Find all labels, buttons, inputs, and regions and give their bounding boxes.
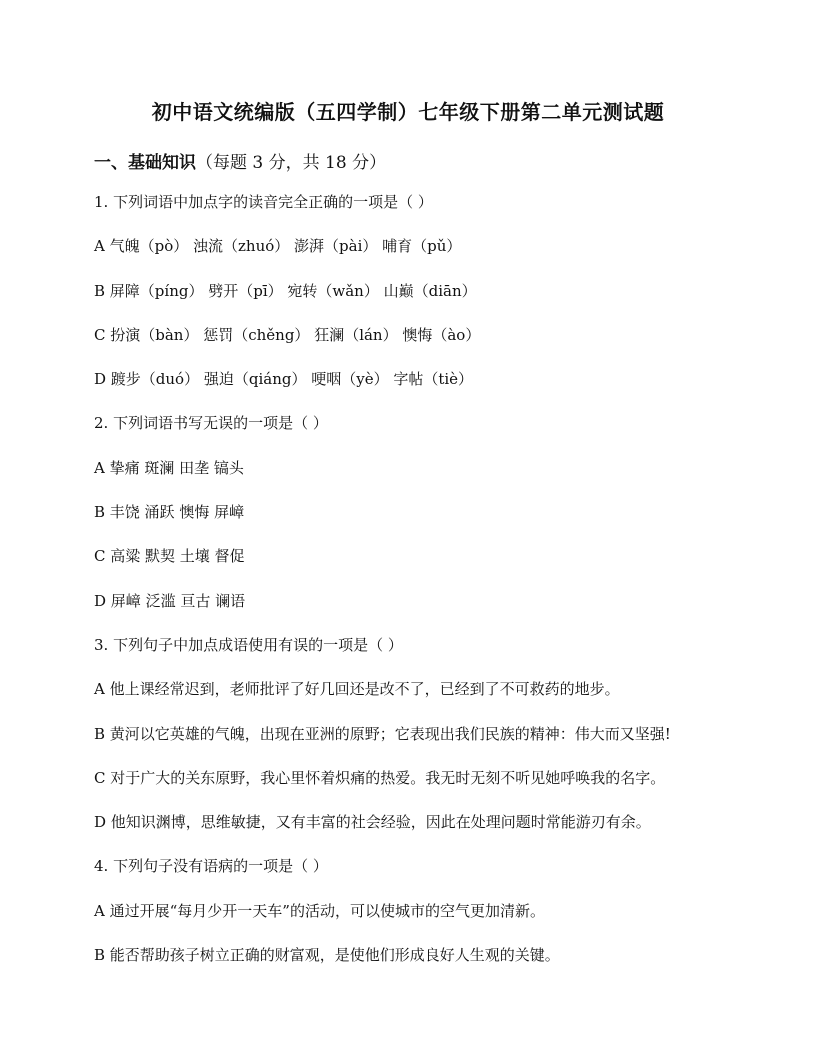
question-1-option-a: A 气魄（pò） 浊流（zhuó） 澎湃（pài） 哺育（pǔ） [94, 237, 462, 256]
question-1-option-c: C 扮演（bàn） 惩罚（chěng） 狂澜（lán） 懊悔（ào） [94, 325, 481, 344]
question-2-option-d: D 屏嶂 泛滥 亘古 谰语 [94, 591, 246, 610]
question-1-option-b: B 屏障（píng） 劈开（pī） 宛转（wǎn） 山巅（diān） [94, 281, 477, 300]
section-heading-main: 一、基础知识 [94, 153, 196, 173]
question-3-option-a: A 他上课经常迟到，老师批评了好几回还是改不了，已经到了不可救药的地步。 [94, 680, 620, 699]
question-2-option-a: A 挚痛 斑澜 田垄 镐头 [94, 458, 244, 477]
section-heading-note: （每题 3 分，共 18 分） [196, 153, 387, 173]
question-4-option-a: A 通过开展“每月少开一天车”的活动，可以使城市的空气更加清新。 [94, 901, 545, 920]
section-heading [94, 148, 386, 173]
question-4-option-b: B 能否帮助孩子树立正确的财富观，是使他们形成良好人生观的关键。 [94, 946, 560, 965]
question-2-option-b: B 丰饶 涌跃 懊悔 屏嶂 [94, 503, 245, 522]
question-3-option-d: D 他知识渊博，思维敏捷，又有丰富的社会经验，因此在处理问题时常能游刃有余。 [94, 813, 651, 832]
question-3-option-c: C 对于广大的关东原野，我心里怀着炽痛的热爱。我无时无刻不听见她呼唤我的名字。 [94, 768, 666, 787]
question-list [94, 190, 784, 987]
document-title: 初中语文统编版（五四学制）七年级下册第二单元测试题 [151, 100, 665, 124]
question-1-stem: 1. 下列词语中加点字的读音完全正确的一项是（ ） [94, 193, 433, 211]
question-3-stem: 3. 下列句子中加点成语使用有误的一项是（ ） [94, 635, 403, 654]
question-2-stem: 2. 下列词语书写无误的一项是（ ） [94, 414, 328, 433]
question-3-option-b: B 黄河以它英雄的气魄，出现在亚洲的原野；它表现出我们民族的精神：伟大而又坚强! [94, 724, 671, 743]
question-2-option-c: C 高粱 默契 土壤 督促 [94, 547, 245, 566]
question-1-option-d: D 踱步（duó） 强迫（qiáng） 哽咽（yè） 字帖（tiè） [94, 370, 474, 389]
question-4-stem: 4. 下列句子没有语病的一项是（ ） [94, 857, 328, 876]
